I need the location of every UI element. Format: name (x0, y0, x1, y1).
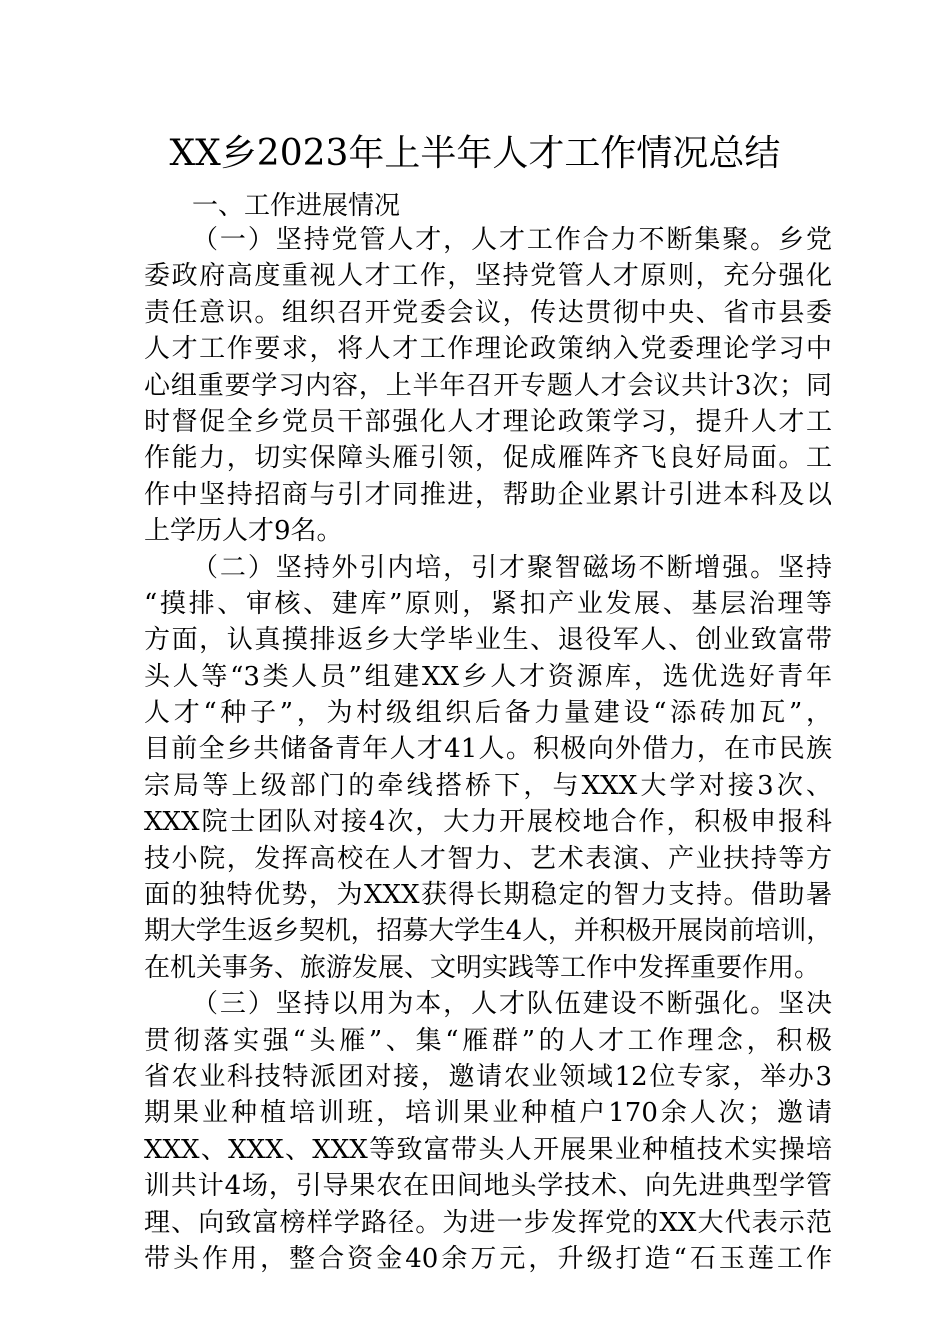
section-heading: 一、工作进展情况 (192, 191, 401, 221)
text-line: （三）坚持以用为本，人才队伍建设不断强化。坚决 (192, 989, 832, 1020)
text-line: XXX、XXX、XXX等致富带头人开展果业种植技术实操培 (144, 1134, 832, 1165)
text-line: 训共计4场，引导果农在田间地头学技术、向先进典型学管 (144, 1171, 832, 1202)
text-line: 作中坚持招商与引才同推进，帮助企业累计引进本科及以 (144, 479, 832, 510)
document-title: XX乡2023年上半年人才工作情况总结 (169, 133, 781, 174)
text-line: 目前全乡共储备青年人才41人。积极向外借力，在市民族 (144, 734, 832, 765)
text-line: 心组重要学习内容，上半年召开专题人才会议共计3次；同 (144, 370, 832, 401)
text-line: 人才工作要求，将人才工作理论政策纳入党委理论学习中 (144, 334, 832, 365)
paragraph-1 (144, 222, 832, 550)
document-body (144, 222, 832, 1277)
text-line: 方面，认真摸排返乡大学毕业生、退役军人、创业致富带 (144, 625, 832, 656)
paragraph-2 (144, 550, 832, 987)
paragraph-3 (144, 986, 832, 1277)
text-line: 带头作用，整合资金40余万元，升级打造“石玉莲工作 (144, 1243, 832, 1274)
text-line: 技小院，发挥高校在人才智力、艺术表演、产业扶持等方 (144, 843, 832, 874)
text-line: 期果业种植培训班，培训果业种植户170余人次；邀请 (144, 1098, 832, 1129)
text-line: 面的独特优势，为XXX获得长期稳定的智力支持。借助暑 (144, 880, 832, 911)
text-line: XXX院士团队对接4次，大力开展校地合作，积极申报科 (144, 807, 832, 838)
text-line: 在机关事务、旅游发展、文明实践等工作中发挥重要作用。 (144, 952, 821, 983)
text-line: 宗局等上级部门的牵线搭桥下，与XXX大学对接3次、 (144, 770, 832, 801)
text-line: （二）坚持外引内培，引才聚智磁场不断增强。坚持 (192, 552, 832, 583)
text-line: 人才“种子”，为村级组织后备力量建设“添砖加瓦”， (144, 698, 832, 729)
text-line: 贯彻落实强“头雁”、集“雁群”的人才工作理念，积极 (144, 1025, 832, 1056)
text-line: 期大学生返乡契机，招募大学生4人，并积极开展岗前培训， (144, 916, 832, 947)
text-line: （一）坚持党管人才，人才工作合力不断集聚。乡党 (192, 225, 832, 255)
text-line: “摸排、审核、建库”原则，紧扣产业发展、基层治理等 (144, 588, 832, 619)
text-line: 委政府高度重视人才工作，坚持党管人才原则，充分强化 (144, 261, 832, 292)
text-line: 省农业科技特派团对接，邀请农业领域12位专家，举办3 (144, 1061, 832, 1092)
text-line: 头人等“3类人员”组建XX乡人才资源库，选优选好青年 (144, 661, 832, 692)
text-line: 时督促全乡党员干部强化人才理论政策学习，提升人才工 (144, 406, 832, 437)
text-line: 上学历人才9名。 (144, 516, 343, 547)
text-line: 理、向致富榜样学路径。为进一步发挥党的XX大代表示范 (144, 1207, 832, 1238)
text-line: 作能力，切实保障头雁引领，促成雁阵齐飞良好局面。工 (144, 443, 832, 474)
text-line: 责任意识。组织召开党委会议，传达贯彻中央、省市县委 (144, 297, 832, 328)
